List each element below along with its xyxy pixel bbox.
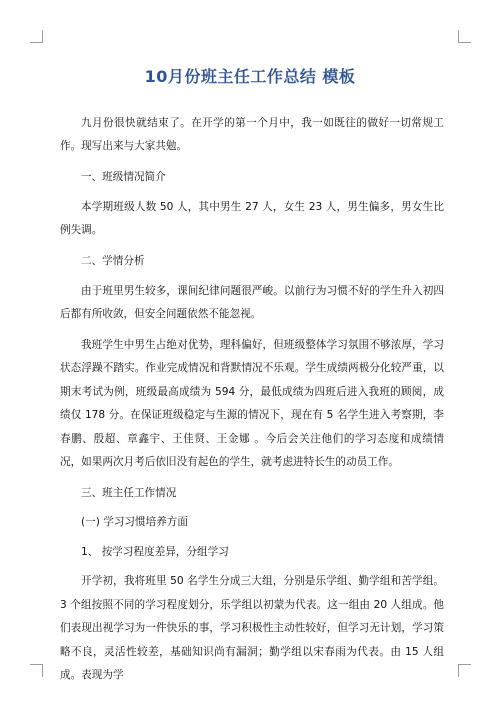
section-heading-learning-analysis: 二、学情分析: [81, 255, 145, 268]
paragraph-performance: 我班学生中男生占绝对优势，理科偏好，但班级整体学习氛围不够浓厚，学习状态浮躁不踏实。作业完成情况和背默情况不乐观。学生成绩两极分化较严重，以期末考试为例，班级最高成绩为 594 分，最低成绩为四班后进入我班的顾阅，成绩仅 178 分。在保证班级稳定与生源的情况下，现在有 5 名学生进入考察期，李春鹏、殷超、章鑫宇、王佳贤、王金娜 。今后会关注他们的学习态度和成绩情况，如果两次月考后依旧没有起色的学生，就考虑进特长生的动员工作。: [60, 339, 444, 469]
paragraph-intro: 九月份很快就结束了。在开学的第一个月中，我一如既往的做好一切常规工作。现写出来与大家共勉。: [60, 117, 444, 153]
section-heading-teacher-work: 三、班主任工作情况: [81, 487, 177, 500]
document-body: [60, 112, 444, 695]
paragraph-class-size: 本学期班级人数 50 人，其中男生 27 人，女生 23 人，男生偏多，男女生比例失调。: [60, 200, 444, 237]
document-title: 10月份班主任工作总结 模板: [144, 67, 356, 86]
crop-mark-bottom-right: [458, 664, 471, 677]
crop-mark-top-left: [30, 30, 43, 43]
crop-mark-top-right: [458, 30, 471, 43]
item-heading-group-learning: 1、 按学习程度差异，分组学习: [81, 545, 229, 558]
subsection-heading-study-habits: (一) 学习习惯培养方面: [81, 516, 188, 529]
paragraph-discipline: 由于班里男生较多，课间纪律问题很严峻。以前行为习惯不好的学生升入初四后都有所收敛，但安全问题依然不能忽视。: [60, 284, 444, 321]
section-heading-class-overview: 一、班级情况简介: [81, 171, 166, 184]
crop-mark-bottom-left: [30, 664, 43, 677]
paragraph-grouping: 开学初，我将班里 50 名学生分成三大组，分别是乐学组、勤学组和苦学组。3 个组按照不同的学习程度划分，乐学组以初蒙为代表。这一组由 20 人组成。他们表现出视学习为一件快乐的事，学习积极性主动性较好，但学习无计划，学习策略不良，灵活性较差，基础知识尚有漏洞；勤学组以宋春雨为代表。由 15 人组成。表现为学: [60, 575, 444, 681]
